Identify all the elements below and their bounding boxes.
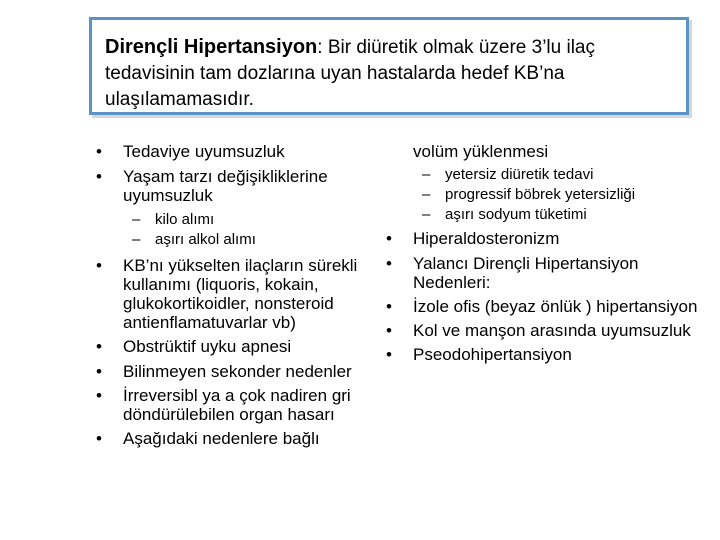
definition-text: : Bir diüretik olmak üzere 3’lu ilaç tedavisinin tam dozlarına uyan hastalarda hedef KB’na ulaşılamamasıdır. xyxy=(105,37,595,110)
dash-icon: – xyxy=(422,166,431,183)
list-item: • Aşağıdaki nedenlere bağlı xyxy=(96,429,320,448)
right-column xyxy=(386,142,706,370)
list-item: • Kol ve manşon arasında uyumsuzluk xyxy=(386,321,691,340)
bullet-icon: • xyxy=(386,254,392,273)
list-item: • Tedaviye uyumsuzluk xyxy=(96,142,285,161)
list-item: • Obstrüktif uyku apnesi xyxy=(96,337,292,356)
definition-box xyxy=(89,17,689,115)
bullet-icon: • xyxy=(96,429,102,448)
bullet-icon: • xyxy=(96,142,102,161)
left-column xyxy=(96,142,386,454)
bullet-icon: • xyxy=(386,321,392,340)
sub-list-item: – kilo alımı xyxy=(132,211,215,228)
list-item: • Yaşam tarzı değişikliklerine uyumsuzluk xyxy=(96,167,328,205)
sub-list-item: – yetersiz diüretik tedavi xyxy=(422,166,594,183)
bullet-icon: • xyxy=(96,256,102,275)
bullet-icon: • xyxy=(386,297,392,316)
list-item: • İzole ofis (beyaz önlük ) hipertansiyon xyxy=(386,297,698,316)
bullet-icon: • xyxy=(386,345,392,364)
dash-icon: – xyxy=(422,206,431,223)
dash-icon: – xyxy=(132,231,141,248)
list-item: • Bilinmeyen sekonder nedenler xyxy=(96,362,352,381)
dash-icon: – xyxy=(132,211,141,228)
list-item-continuation: volüm yüklenmesi xyxy=(413,142,549,161)
bullet-icon: • xyxy=(96,337,102,356)
bullet-icon: • xyxy=(96,167,102,186)
bullet-icon: • xyxy=(96,362,102,381)
list-item: • KB’nı yükselten ilaçların sürekli kullanımı (liquoris, kokain, glukokortikoidler, nonsteroid antienflamatuvarlar vb) xyxy=(96,256,358,332)
list-item: • Hiperaldosteronizm xyxy=(386,229,560,248)
sub-list-item: – aşırı alkol alımı xyxy=(132,231,256,248)
sub-list-item: – aşırı sodyum tüketimi xyxy=(422,206,587,223)
list-item: • Yalancı Dirençli Hipertansiyon Nedenleri: xyxy=(386,254,639,292)
list-item: • Pseodohipertansiyon xyxy=(386,345,572,364)
list-item: • İrreversibl ya a çok nadiren gri döndürülebilen organ hasarı xyxy=(96,386,351,424)
dash-icon: – xyxy=(422,186,431,203)
bullet-icon: • xyxy=(96,386,102,405)
bullet-icon: • xyxy=(386,229,392,248)
sub-list-item: – progressif böbrek yetersizliği xyxy=(422,186,636,203)
definition-term: Dirençli Hipertansiyon xyxy=(105,36,318,58)
